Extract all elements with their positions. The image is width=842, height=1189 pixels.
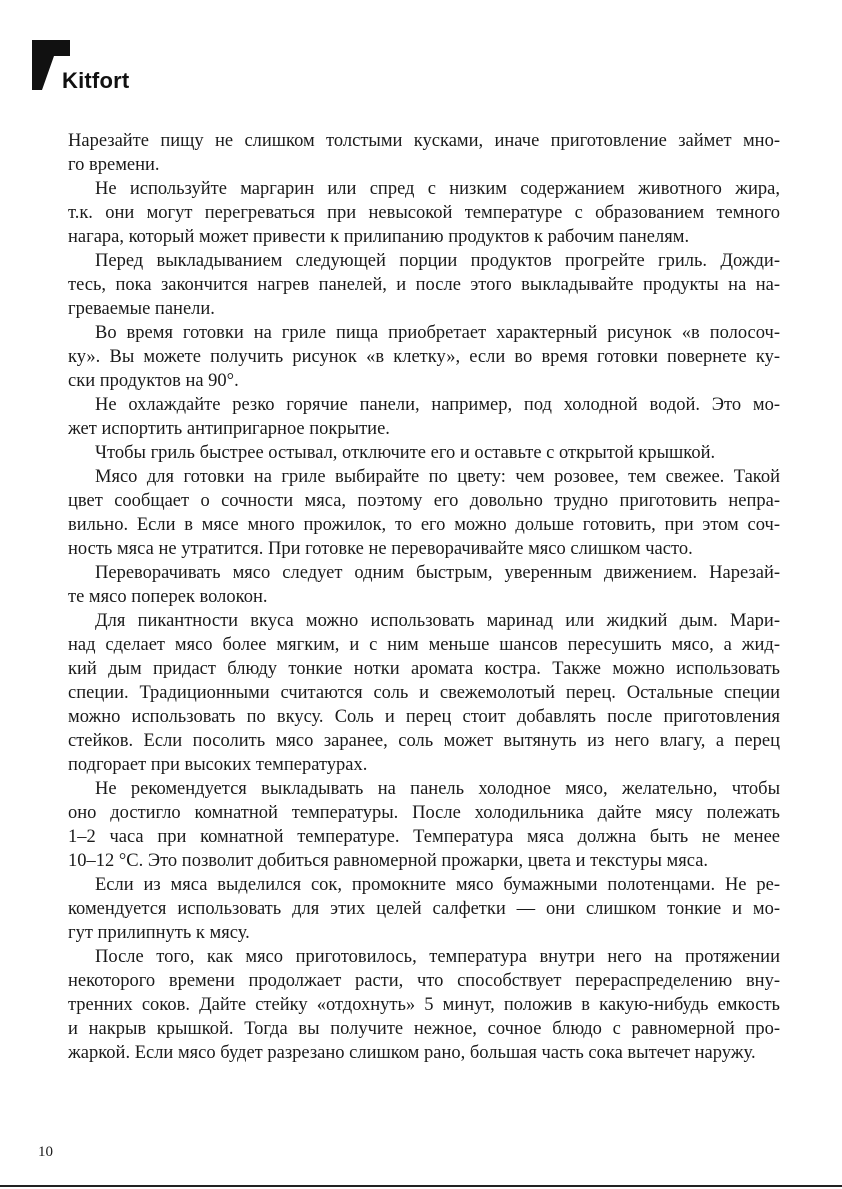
paragraph — [68, 873, 780, 945]
text-line: Не используйте маргарин или спред с низким содержанием животного жира, — [95, 179, 780, 199]
text-line: тренних соков. Дайте стейку «отдохнуть» 5 минут, положив в какую-нибудь емкость — [68, 995, 780, 1015]
text-line: специи. Традиционными считаются соль и свежемолотый перец. Остальные специи — [68, 683, 780, 703]
text-line: тесь, пока закончится нагрев панелей, и после этого выкладывайте продукты на на- — [68, 275, 780, 295]
text-line: т.к. они могут перегреваться при невысокой температуре с образованием темного — [68, 203, 780, 223]
text-line: Не охлаждайте резко горячие панели, например, под холодной водой. Это мо- — [95, 395, 780, 415]
paragraph — [68, 249, 780, 321]
text-line: над сделает мясо более мягким, и с ним меньше шансов пересушить мясо, а жид- — [68, 635, 780, 655]
text-line: Перед выкладыванием следующей порции продуктов прогрейте гриль. Дожди- — [95, 251, 780, 271]
text-line: подгорает при высоких температурах. — [68, 755, 368, 775]
text-line: После того, как мясо приготовилось, температура внутри него на протяжении — [95, 947, 780, 967]
text-line: Для пикантности вкуса можно использовать маринад или жидкий дым. Мари- — [95, 611, 780, 631]
text-line: Чтобы гриль быстрее остывал, отключите его и оставьте с открытой крышкой. — [95, 443, 716, 463]
text-line: стейков. Если посолить мясо заранее, соль может вытянуть из него влагу, а перец — [68, 731, 780, 751]
text-line: нагара, который может привести к прилипанию продуктов к рабочим панелям. — [68, 227, 690, 247]
text-line: гут прилипнуть к мясу. — [68, 923, 250, 943]
document-body — [68, 129, 780, 1065]
paragraph — [68, 129, 780, 177]
page-bottom-border — [0, 1185, 842, 1187]
paragraph — [68, 393, 780, 441]
brand-name: Kitfort — [62, 68, 130, 93]
text-line: ку». Вы можете получить рисунок «в клетку», если во время готовки повернете ку- — [68, 347, 780, 367]
text-line: греваемые панели. — [68, 299, 215, 319]
text-line: и накрыв крышкой. Тогда вы получите нежное, сочное блюдо с равномерной про- — [68, 1019, 780, 1039]
paragraph — [68, 945, 780, 1065]
paragraph — [68, 609, 780, 777]
text-line: кий дым придаст блюду тонкие нотки аромата костра. Также можно использовать — [68, 659, 780, 679]
text-line: оно достигло комнатной температуры. После холодильника дайте мясу полежать — [68, 803, 780, 823]
paragraph — [68, 777, 780, 873]
text-line: жет испортить антипригарное покрытие. — [68, 419, 390, 439]
text-line: Мясо для готовки на гриле выбирайте по цвету: чем розовее, тем свежее. Такой — [95, 467, 780, 487]
text-line: ность мяса не утратится. При готовке не переворачивайте мясо слишком часто. — [68, 539, 693, 559]
text-line: ски продуктов на 90°. — [68, 371, 239, 391]
text-line: го времени. — [68, 155, 160, 175]
paragraph — [68, 321, 780, 393]
paragraph — [68, 441, 780, 465]
text-line: 1–2 часа при комнатной температуре. Температура мяса должна быть не менее — [68, 827, 780, 847]
kitfort-logo — [32, 40, 172, 96]
text-line: Не рекомендуется выкладывать на панель холодное мясо, желательно, чтобы — [95, 779, 780, 799]
text-line: Во время готовки на гриле пища приобретает характерный рисунок «в полосоч- — [95, 323, 780, 343]
text-line: Переворачивать мясо следует одним быстрым, уверенным движением. Нарезай- — [95, 563, 780, 583]
paragraph — [68, 177, 780, 249]
text-line: Если из мяса выделился сок, промокните мясо бумажными полотенцами. Не ре- — [95, 875, 780, 895]
text-line: вильно. Если в мясе много прожилок, то его можно дольше готовить, при этом соч- — [68, 515, 780, 535]
text-line: некоторого времени продолжает расти, что способствует перераспределению вну- — [68, 971, 780, 991]
paragraph — [68, 465, 780, 561]
text-line: Нарезайте пищу не слишком толстыми кусками, иначе приготовление займет мно- — [68, 131, 780, 151]
text-line: цвет сообщает о сочности мяса, поэтому его довольно трудно приготовить непра- — [68, 491, 780, 511]
text-line: 10–12 °C. Это позволит добиться равномерной прожарки, цвета и текстуры мяса. — [68, 851, 709, 871]
paragraph — [68, 561, 780, 609]
text-line: жаркой. Если мясо будет разрезано слишком рано, большая часть сока вытечет наружу. — [68, 1043, 756, 1063]
text-line: те мясо поперек волокон. — [68, 587, 268, 607]
page-number: 10 — [38, 1144, 53, 1160]
text-line: комендуется использовать для этих целей салфетки — они слишком тонкие и мо- — [68, 899, 780, 919]
text-line: можно использовать по вкусу. Соль и перец стоит добавлять после приготовления — [68, 707, 780, 727]
